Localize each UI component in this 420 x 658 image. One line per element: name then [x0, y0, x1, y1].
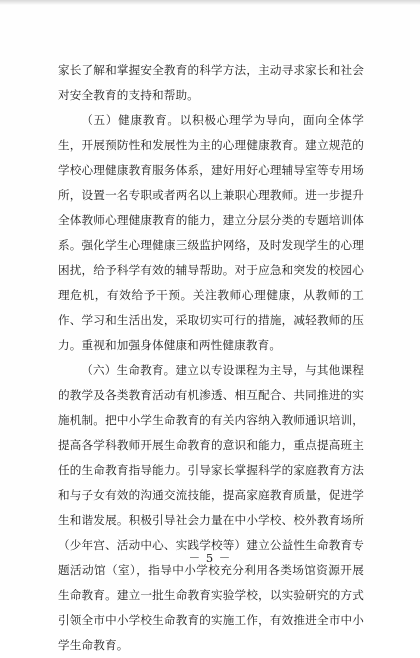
paragraph-continuation: 家长了解和掌握安全教育的科学方法，主动寻求家长和社会对安全教育的支持和帮助。: [58, 63, 364, 102]
paragraph-life-education: （六）生命教育。建立以专设课程为主导，与其他课程的教学及各类教育活动有机渗透、相互配合、共同推进的实施机制。把中小学生命教育的有关内容纳入教师通识培训，提高各学科教师开展生命教育的意识和能力，重点提高班主任的生命教育指导能力。引导家长掌握科学的家庭教育方法和与子女有效的沟通交流技能，提高家庭教育质量，促进学生和谐发展。积极引导社会力量在中小学校、校外教育场所（少年宫、活动中心、实践学校等）建立公益性生命教育专题活动馆（室），指导中小学校充分利用各类场馆资源开展生命教育。建立一批生命教育实验学校，以实验研究的方式引领全市中小学校生命教育的实施工作，有效推进全市中小学生命教育。: [58, 363, 364, 652]
scan-edge-shadow: [0, 0, 420, 5]
page-number: － 5 －: [188, 551, 232, 565]
paragraph-health-education: （五）健康教育。以积极心理学为导向，面向全体学生，开展预防性和发展性为主的心理健康教育。建立规范的学校心理健康教育服务体系，建好用好心理辅导室等专用场所，设置一名专职或者两名以上兼职心理教师。进一步提升全体教师心理健康教育的能力，建立分层分类的专题培训体系。强化学生心理健康三级监护网络，及时发现学生的心理困扰，给予科学有效的辅导帮助。对于应急和突发的校园心理危机，有效给予干预。关注教师心理健康，从教师的工作、学习和生活出发，采取切实可行的措施，减轻教师的压力。重视和加强身体健康和两性健康教育。: [58, 113, 364, 352]
body-text: [58, 58, 364, 658]
